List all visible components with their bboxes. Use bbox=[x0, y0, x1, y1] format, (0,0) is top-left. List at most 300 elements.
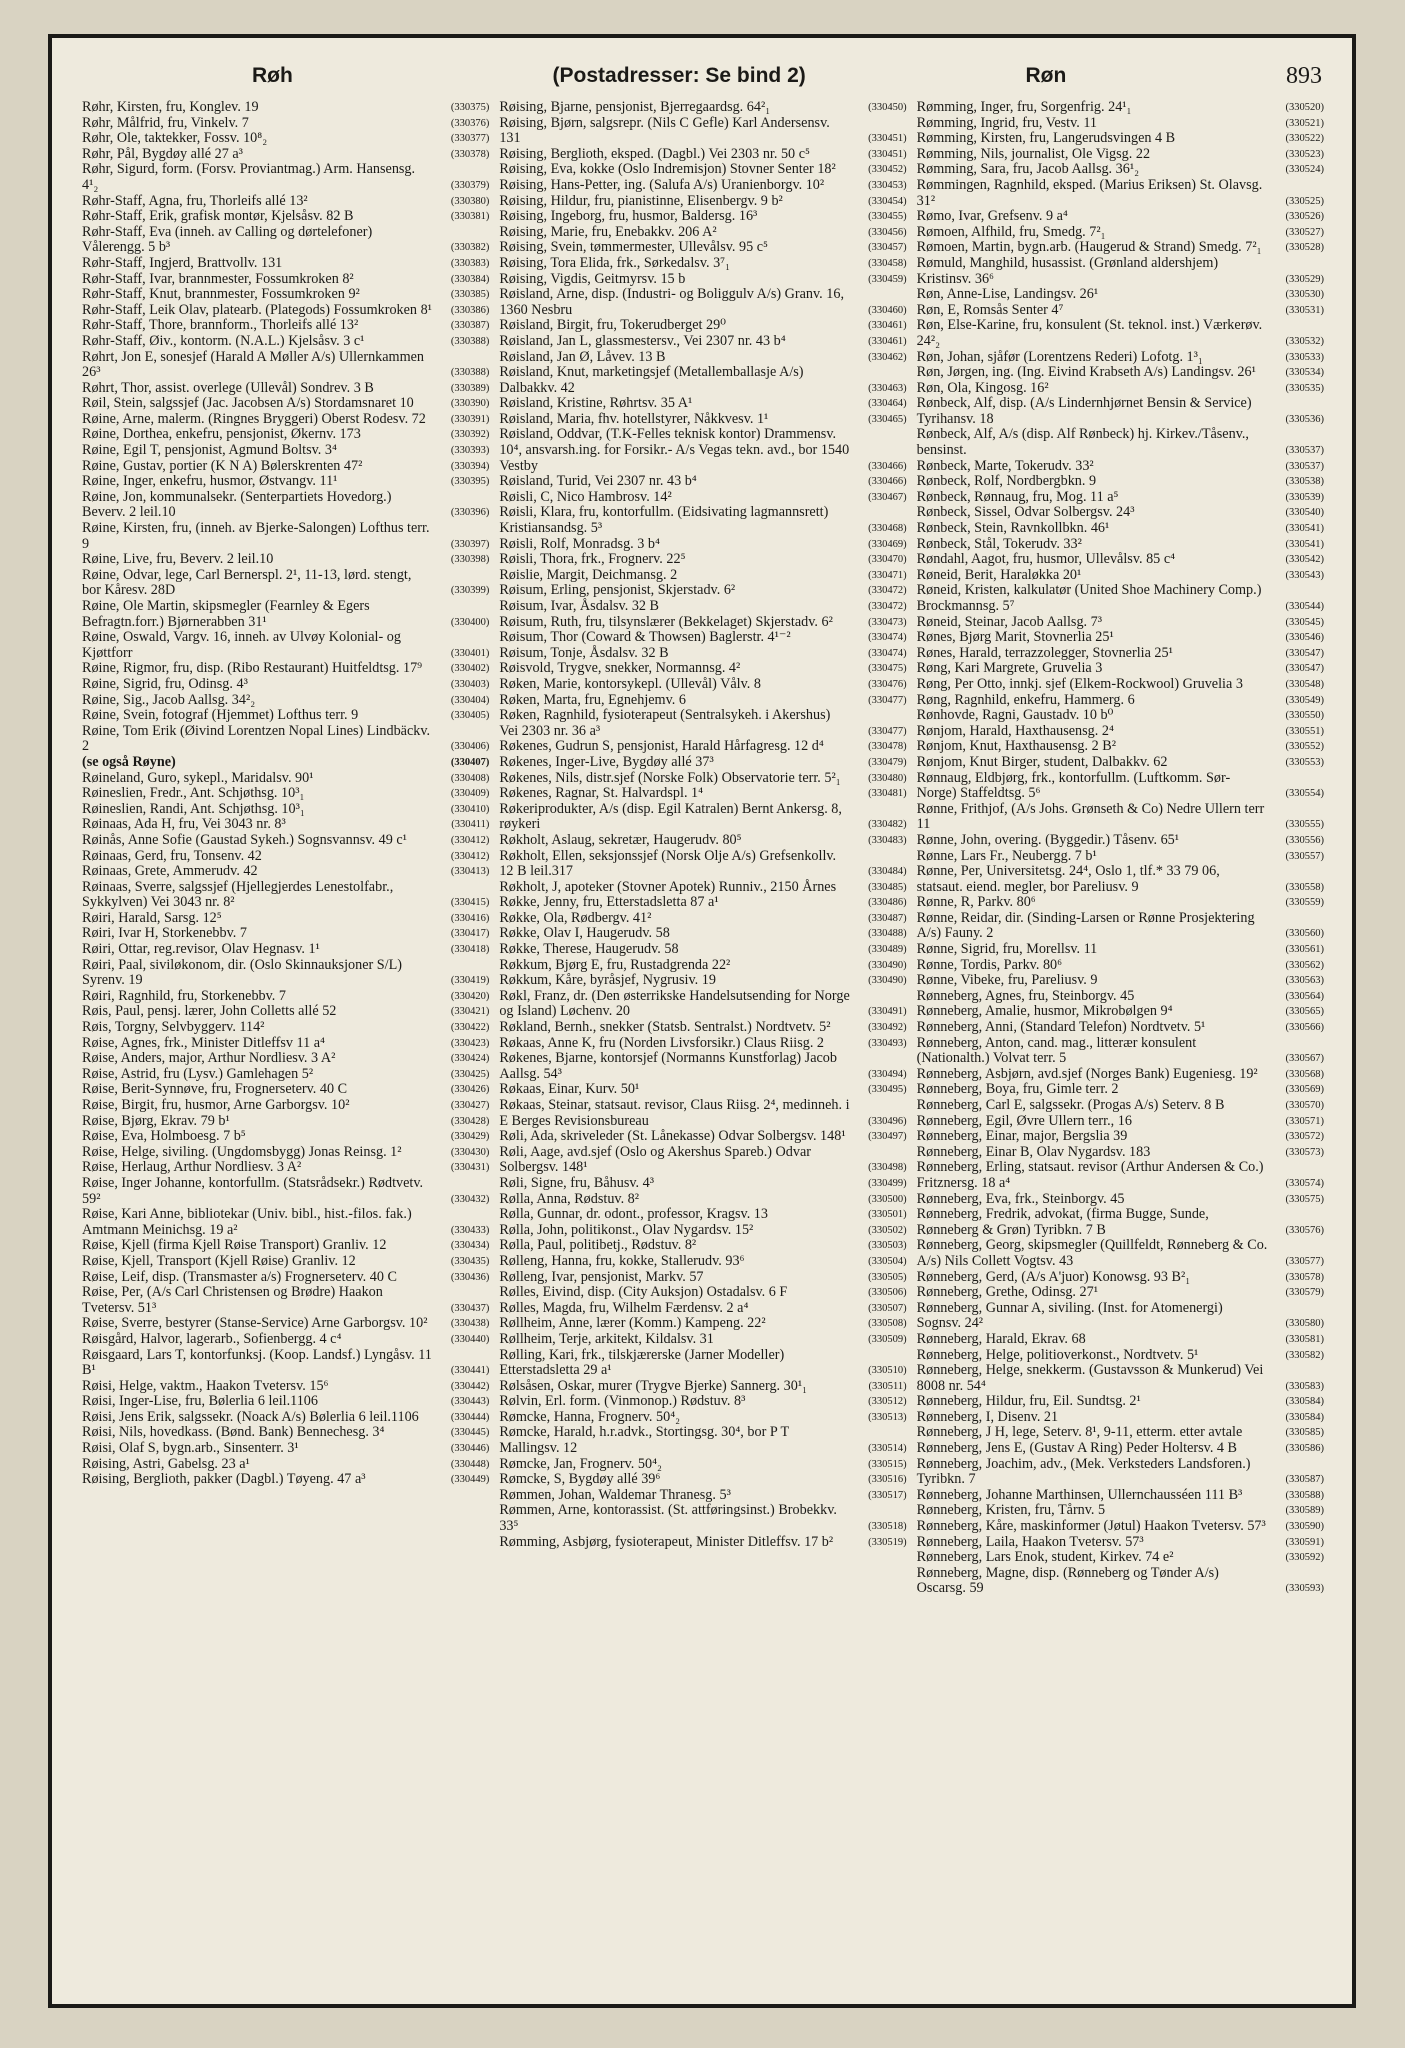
entry-number: (330461) bbox=[868, 335, 907, 347]
entry-number: (330584) bbox=[1285, 1411, 1324, 1423]
entry-text: Røisli, Thora, frk., Frognerv. 22⁵ bbox=[499, 551, 686, 568]
entry-number: (330513) bbox=[868, 1411, 907, 1423]
entry-text: Røine, Kirsten, fru, (inneh. av Bjerke-Salongen) Lofthus terr. 9 bbox=[82, 520, 430, 552]
entry-number: (330573) bbox=[1285, 1146, 1324, 1158]
directory-entry bbox=[499, 1082, 906, 1098]
directory-entry bbox=[499, 505, 906, 536]
entry-number: (330543) bbox=[1285, 569, 1324, 581]
entry-text: Røine, Egil T, pensjonist, Agmund Boltsv. 3⁴ bbox=[82, 442, 337, 459]
directory-entry bbox=[917, 537, 1324, 553]
entry-number: (330593) bbox=[1285, 1583, 1324, 1595]
entry-number: (330544) bbox=[1285, 601, 1324, 612]
entry-number: (330572) bbox=[1285, 1131, 1324, 1143]
entry-number: (330587) bbox=[1285, 1474, 1324, 1486]
directory-entry bbox=[82, 334, 489, 350]
entry-text: Rølles, Eivind, disp. (City Auksjon) Ostadalsv. 6 F bbox=[499, 1284, 788, 1301]
directory-entry bbox=[917, 1207, 1324, 1238]
entry-number: (330416) bbox=[450, 912, 490, 924]
directory-entry bbox=[917, 1270, 1324, 1286]
directory-entry bbox=[499, 1223, 906, 1239]
entry-text: Røisland, Birgit, fru, Tokerudberget 29⁰ bbox=[499, 317, 726, 334]
entry-text: Røine, Jon, kommunalsekr. (Senterpartiets Hovedorg.) Beverv. 2 leil.10 bbox=[82, 488, 392, 521]
directory-entry bbox=[82, 880, 489, 911]
entry-number: (330579) bbox=[1285, 1287, 1324, 1299]
directory-entry bbox=[82, 1238, 489, 1254]
entry-text: Røine, Sigrid, fru, Odinsg. 4³ bbox=[82, 675, 248, 692]
entry-number: (330450) bbox=[868, 102, 907, 113]
directory-entry bbox=[82, 1176, 489, 1207]
entry-number: (330415) bbox=[450, 897, 490, 909]
entry-text: Røise, Herlaug, Arthur Nordliesv. 3 A² bbox=[82, 1159, 302, 1176]
entry-number: (330528) bbox=[1285, 242, 1324, 254]
directory-entry bbox=[82, 459, 489, 475]
directory-entry bbox=[917, 661, 1324, 677]
entry-text: Rønbeck, Alf, A/s (disp. Alf Rønbeck) hj. Kirkev./Tåsenv., bensinst. bbox=[916, 426, 1249, 459]
directory-entry bbox=[917, 1457, 1324, 1488]
entry-text: Røhr-Staff, Erik, grafisk montør, Kjelsåsv. 82 B bbox=[82, 208, 354, 225]
directory-entry bbox=[499, 1238, 906, 1254]
entry-number: (330502) bbox=[868, 1224, 907, 1236]
entry-number: (330507) bbox=[868, 1302, 907, 1314]
entry-text: Røisli, Klara, fru, kontorfullm. (Eidsivating lagmannsrett) Kristiansandsg. 5³ bbox=[499, 504, 829, 537]
entry-text: Røising, Vigdis, Geitmyrsv. 15 b bbox=[499, 270, 686, 287]
entry-text: Røise, Astrid, fru (Lysv.) Gamlehagen 5² bbox=[82, 1065, 314, 1082]
directory-entry bbox=[82, 1145, 489, 1161]
directory-entry bbox=[917, 646, 1324, 662]
entry-text: Røis, Paul, pensj. lærer, John Colletts allé 52 bbox=[82, 1003, 337, 1020]
directory-entry bbox=[917, 474, 1324, 490]
directory-entry bbox=[82, 568, 489, 599]
entry-text: Røine, Live, fru, Beverv. 2 leil.10 bbox=[82, 551, 274, 568]
entry-number: (330522) bbox=[1285, 133, 1324, 145]
directory-entry bbox=[917, 1441, 1324, 1457]
directory-entry bbox=[917, 1082, 1324, 1098]
entry-number: (330585) bbox=[1285, 1427, 1324, 1439]
entry-number: (330420) bbox=[450, 990, 490, 1002]
directory-entry bbox=[499, 693, 906, 709]
directory-page bbox=[48, 34, 1356, 2008]
entry-text: (se også Røyne) bbox=[82, 753, 176, 770]
entry-number: (330469) bbox=[868, 538, 907, 550]
directory-entry bbox=[917, 225, 1324, 241]
directory-entry bbox=[82, 833, 489, 849]
entry-number: (330470) bbox=[868, 554, 907, 566]
entry-number: (330434) bbox=[450, 1240, 490, 1252]
entry-number: (330451) bbox=[868, 148, 907, 160]
directory-entry bbox=[82, 521, 489, 552]
entry-number: (330376) bbox=[450, 117, 490, 129]
directory-entry bbox=[917, 1410, 1324, 1426]
entry-text: Rømcke, Harald, h.r.advk., Stortingsg. 30⁴, bor P T Mallingsv. 12 bbox=[499, 1424, 789, 1457]
directory-entry bbox=[499, 1425, 906, 1456]
directory-entry bbox=[499, 537, 906, 553]
entry-text: Røng, Ragnhild, enkefru, Hammerg. 6 bbox=[916, 691, 1135, 708]
entry-number: (330403) bbox=[450, 678, 490, 690]
directory-entry bbox=[917, 615, 1324, 631]
directory-entry bbox=[917, 693, 1324, 709]
directory-entry bbox=[82, 1472, 489, 1488]
entry-number: (330530) bbox=[1285, 289, 1324, 301]
entry-text: Rønbeck, Rolf, Nordbergbkn. 9 bbox=[916, 473, 1097, 490]
entry-number: (330432) bbox=[450, 1193, 490, 1205]
directory-entry bbox=[917, 942, 1324, 958]
directory-entry bbox=[499, 1394, 906, 1410]
directory-entry bbox=[917, 1332, 1324, 1348]
directory-entry bbox=[917, 521, 1324, 537]
entry-text: Røli, Aage, avd.sjef (Oslo og Akershus Spareb.) Odvar Solbergsv. 148¹ bbox=[499, 1143, 812, 1176]
directory-entry bbox=[499, 1098, 906, 1129]
directory-entry bbox=[499, 849, 906, 880]
entry-text: Røneid, Kristen, kalkulatør (United Shoe Machinery Comp.) Brockmannsg. 5⁷ bbox=[916, 582, 1262, 614]
entry-text: Røng, Per Otto, innkj. sjef (Elkem-Rockwool) Gruvelia 3 bbox=[916, 675, 1243, 692]
directory-entry bbox=[917, 116, 1324, 132]
directory-entry bbox=[499, 474, 906, 490]
entry-text: Røising, Berglioth, eksped. (Dagbl.) Vei 2303 nr. 50 c⁵ bbox=[499, 145, 810, 162]
entry-text: Røisvold, Trygve, snekker, Normannsg. 4² bbox=[499, 660, 741, 677]
directory-entry bbox=[82, 318, 489, 334]
entry-number: (330383) bbox=[450, 257, 490, 269]
entry-number: (330410) bbox=[450, 803, 490, 815]
directory-entry bbox=[82, 1379, 489, 1395]
entry-text: Røisland, Turid, Vei 2307 nr. 43 b⁴ bbox=[499, 473, 697, 490]
entry-text: Røise, Berit-Synnøve, fru, Frognerseterv. 40 C bbox=[82, 1081, 348, 1098]
entry-number: (330466) bbox=[868, 476, 907, 488]
entry-number: (330484) bbox=[868, 866, 907, 878]
entry-text: Røhr-Staff, Ivar, brannmester, Fossumkroken 8² bbox=[82, 270, 354, 287]
directory-entry bbox=[82, 1441, 489, 1457]
entry-text: Røisi, Inger-Lise, fru, Bølerlia 6 leil.1106 bbox=[82, 1393, 318, 1410]
entry-number: (330509) bbox=[868, 1333, 907, 1345]
directory-entry bbox=[82, 427, 489, 443]
directory-entry bbox=[82, 194, 489, 210]
entry-text: Røising, Bjørn, salgsrepr. (Nils C Gefle) Karl Andersensv. 131 bbox=[499, 114, 830, 147]
entry-number: (330399) bbox=[450, 585, 490, 597]
entry-text: Rønneberg, Hildur, fru, Eil. Sundtsg. 2¹ bbox=[916, 1393, 1141, 1410]
entry-number: (330409) bbox=[450, 788, 490, 800]
entry-number: (330550) bbox=[1285, 710, 1324, 722]
entry-number: (330493) bbox=[868, 1037, 907, 1049]
entry-text: Røhr, Kirsten, fru, Konglev. 19 bbox=[82, 100, 259, 115]
directory-entry bbox=[82, 490, 489, 521]
entry-text: Røllheim, Terje, arkitekt, Kildalsv. 31 bbox=[499, 1330, 714, 1347]
entry-number: (330377) bbox=[450, 133, 490, 145]
entry-text: Rønbeck, Sissel, Odvar Solbergsv. 24³ bbox=[916, 504, 1135, 521]
entry-text: Rønne, Per, Universitetsg. 24⁴, Oslo 1, tlf.* 33 79 06, statsaut. eiend. megler, bor Pareliusv. 9 bbox=[916, 863, 1220, 895]
directory-entry bbox=[82, 1082, 489, 1098]
entry-number: (330588) bbox=[1285, 1489, 1324, 1501]
entry-number: (330581) bbox=[1285, 1333, 1324, 1345]
entry-text: Røn, Anne-Lise, Landingsv. 26¹ bbox=[916, 286, 1099, 303]
entry-number: (330558) bbox=[1285, 881, 1324, 893]
directory-entry bbox=[917, 1160, 1324, 1191]
entry-text: Røise, Eva, Holmboesg. 7 b⁵ bbox=[82, 1128, 246, 1145]
entry-number: (330547) bbox=[1285, 647, 1324, 659]
entry-text: Røkaas, Anne K, fru (Norden Livsforsikr.) Claus Riisg. 2 bbox=[499, 1034, 825, 1051]
entry-text: Røisland, Kristine, Røhrtsv. 35 A¹ bbox=[499, 395, 693, 412]
entry-text: Røine, Svein, fotograf (Hjemmet) Lofthus terr. 9 bbox=[82, 707, 359, 724]
directory-entry bbox=[499, 1348, 906, 1379]
entry-number: (330482) bbox=[868, 819, 907, 831]
directory-entry bbox=[499, 1254, 906, 1270]
entry-text: Røisum, Erling, pensjonist, Skjerstadv. 6² bbox=[499, 582, 736, 599]
entry-text: Rølla, Paul, politibetj., Rødstuv. 8² bbox=[499, 1237, 697, 1254]
entry-number: (330489) bbox=[868, 944, 907, 956]
entry-text: Rønjom, Harald, Haxthausensg. 2⁴ bbox=[916, 722, 1114, 739]
entry-number: (330437) bbox=[450, 1302, 490, 1314]
entry-number: (330441) bbox=[450, 1365, 490, 1377]
directory-entry bbox=[499, 490, 906, 506]
entry-number: (330445) bbox=[450, 1427, 490, 1439]
entry-number: (330514) bbox=[868, 1443, 907, 1455]
entry-number: (330379) bbox=[450, 179, 490, 191]
entry-number: (330433) bbox=[450, 1224, 490, 1236]
entry-number: (330458) bbox=[868, 257, 907, 269]
directory-entry bbox=[499, 287, 906, 318]
entry-number: (330485) bbox=[868, 881, 907, 893]
entry-number: (330436) bbox=[450, 1271, 490, 1283]
entry-text: Røise, Inger Johanne, kontorfullm. (Statsrådsekr.) Rødtvetv. 59² bbox=[82, 1174, 424, 1207]
entry-text: Rønneberg, Georg, skipsmegler (Quillfeldt, Rønneberg & Co. A/s) Nils Collett Vogtsv. 43 bbox=[916, 1237, 1268, 1269]
directory-entry bbox=[499, 162, 906, 178]
directory-entry bbox=[917, 1363, 1324, 1394]
entry-number: (330564) bbox=[1285, 990, 1324, 1002]
entry-number: (330454) bbox=[868, 195, 907, 207]
directory-entry bbox=[499, 973, 906, 989]
entry-text: Røise, Anders, major, Arthur Nordliesv. 3 A² bbox=[82, 1050, 336, 1067]
directory-entry bbox=[499, 225, 906, 241]
directory-entry bbox=[82, 209, 489, 225]
directory-entry bbox=[499, 240, 906, 256]
entry-number: (330481) bbox=[868, 788, 907, 800]
entry-number: (330375) bbox=[450, 102, 490, 113]
entry-text: Røisum, Ruth, fru, tilsynslærer (Bekkelaget) Skjerstadv. 6² bbox=[499, 613, 833, 630]
entry-number: (330456) bbox=[868, 226, 907, 238]
entry-text: Røn, Ola, Kingosg. 16² bbox=[916, 379, 1049, 396]
entry-text: Røhr, Sigurd, form. (Forsv. Proviantmag.) Arm. Hansensg. 4¹₂ bbox=[82, 161, 416, 193]
directory-entry bbox=[499, 786, 906, 802]
directory-entry bbox=[82, 1129, 489, 1145]
entry-text: Røislie, Margit, Deichmansg. 2 bbox=[499, 566, 678, 583]
entry-number: (330533) bbox=[1285, 351, 1324, 363]
entry-text: Røisi, Olaf S, bygn.arb., Sinsenterr. 3¹ bbox=[82, 1440, 299, 1457]
entry-number: (330500) bbox=[868, 1193, 907, 1205]
entry-number: (330480) bbox=[868, 772, 907, 784]
entry-number: (330499) bbox=[868, 1177, 907, 1189]
entry-text: Røli, Ada, skriveleder (St. Lånekasse) Odvar Solbergsv. 148¹ bbox=[499, 1128, 846, 1145]
entry-text: Røineland, Guro, sykepl., Maridalsv. 90¹ bbox=[82, 769, 314, 786]
entry-text: Rønneberg, Gerd, (A/s A'juor) Konowsg. 93 B²₁ bbox=[916, 1268, 1191, 1285]
entry-number: (330444) bbox=[450, 1411, 490, 1423]
entry-number: (330548) bbox=[1285, 678, 1324, 690]
entry-text: Røneid, Steinar, Jacob Aallsg. 7³ bbox=[916, 613, 1102, 630]
header-center-note: (Postadresser: Se bind 2) bbox=[552, 64, 806, 87]
directory-entry bbox=[917, 1020, 1324, 1036]
entry-text: Røkholt, Aslaug, sekretær, Haugerudv. 80⁵ bbox=[499, 831, 742, 848]
entry-text: Rømmen, Arne, kontorassist. (St. attføringsinst.) Brobekkv. 33⁵ bbox=[499, 1502, 837, 1535]
entry-number: (330570) bbox=[1285, 1100, 1324, 1111]
directory-entry bbox=[917, 1301, 1324, 1332]
entry-text: Rønneberg, Anni, (Standard Telefon) Nordtvetv. 5¹ bbox=[916, 1019, 1206, 1036]
entry-text: Røisi, Nils, hovedkass. (Bønd. Bank) Bennechesg. 3⁴ bbox=[82, 1424, 385, 1441]
entry-text: Rømoen, Martin, bygn.arb. (Haugerud & Strand) Smedg. 7²₁ bbox=[916, 239, 1262, 256]
entry-number: (330501) bbox=[868, 1209, 907, 1221]
entry-text: Røisi, Helge, vaktm., Haakon Tvetersv. 15⁶ bbox=[82, 1377, 329, 1394]
entry-text: Rølsåsen, Oskar, murer (Trygve Bjerke) Sannerg. 30¹₁ bbox=[499, 1377, 808, 1394]
entry-text: Røkke, Jenny, fru, Etterstadsletta 87 a¹ bbox=[499, 894, 719, 911]
entry-text: Rølleng, Hanna, fru, kokke, Stallerudv. 93⁶ bbox=[499, 1252, 745, 1269]
directory-entry bbox=[917, 1566, 1324, 1597]
entry-text: Røn, E, Romsås Senter 4⁷ bbox=[916, 301, 1064, 318]
entry-number: (330491) bbox=[868, 1006, 907, 1018]
entry-number: (330524) bbox=[1285, 164, 1324, 176]
entry-text: Røiri, Paal, siviløkonom, dir. (Oslo Skinnauksjoner S/L) Syrenv. 19 bbox=[82, 956, 403, 989]
entry-text: Rønneberg, Einar B, Olav Nygardsv. 183 bbox=[916, 1143, 1151, 1160]
directory-entry bbox=[917, 989, 1324, 1005]
entry-text: Røine, Sig., Jacob Aallsg. 34²₂ bbox=[82, 691, 256, 708]
entry-text: Røine, Tom Erik (Øivind Lorentzen Nopal Lines) Lindbäckv. 2 bbox=[82, 722, 431, 755]
directory-entry bbox=[917, 1519, 1324, 1535]
directory-entry bbox=[499, 771, 906, 787]
entry-number: (330419) bbox=[450, 975, 490, 987]
entry-text: Røise, Kjell (firma Kjell Røise Transport) Granliv. 12 bbox=[82, 1237, 387, 1254]
entry-text: Rømcke, Hanna, Frognerv. 50⁴₂ bbox=[499, 1408, 681, 1425]
entry-number: (330525) bbox=[1285, 195, 1324, 207]
directory-entry bbox=[499, 568, 906, 584]
entry-number: (330381) bbox=[450, 211, 490, 223]
entry-text: Røisli, C, Nico Hambrosv. 14² bbox=[499, 488, 672, 505]
entry-number: (330494) bbox=[868, 1068, 907, 1080]
directory-entry bbox=[82, 381, 489, 397]
directory-entry bbox=[917, 1129, 1324, 1145]
entry-text: Røhr-Staff, Agna, fru, Thorleifs allé 13² bbox=[82, 192, 308, 209]
entry-text: Rønneberg, Helge, snekkerm. (Gustavsson & Munkerud) Vei 8008 nr. 54⁴ bbox=[916, 1362, 1264, 1394]
entry-text: Røise, Kari Anne, bibliotekar (Univ. bibl., hist.-filos. fak.) Amtmann Meinichsg. 19 a² bbox=[82, 1206, 412, 1238]
entry-number: (330535) bbox=[1285, 382, 1324, 394]
entry-number: (330539) bbox=[1285, 491, 1324, 503]
entry-number: (330455) bbox=[868, 211, 907, 223]
directory-entry bbox=[917, 209, 1324, 225]
directory-entry bbox=[499, 708, 906, 739]
entry-text: Røkkum, Bjørg E, fru, Rustadgrenda 22² bbox=[499, 956, 731, 973]
entry-number: (330516) bbox=[868, 1474, 907, 1486]
entry-columns bbox=[82, 100, 1330, 1988]
entry-text: Rønneberg, Laila, Haakon Tvetersv. 57³ bbox=[916, 1533, 1144, 1550]
directory-entry bbox=[499, 1145, 906, 1176]
directory-entry bbox=[82, 864, 489, 880]
directory-entry bbox=[917, 755, 1324, 771]
directory-entry bbox=[917, 303, 1324, 319]
directory-entry bbox=[499, 272, 906, 288]
directory-entry bbox=[499, 396, 906, 412]
entry-text: Røhr-Staff, Ingjerd, Brattvollv. 131 bbox=[82, 254, 283, 271]
directory-entry bbox=[917, 1535, 1324, 1551]
entry-text: Rønneberg, Einar, major, Bergslia 39 bbox=[916, 1128, 1128, 1145]
entry-number: (330496) bbox=[868, 1115, 907, 1127]
directory-entry bbox=[82, 1114, 489, 1130]
directory-entry bbox=[82, 1067, 489, 1083]
entry-number: (330541) bbox=[1285, 538, 1324, 550]
directory-entry bbox=[499, 1332, 906, 1348]
entry-text: Røkaas, Steinar, statsaut. revisor, Claus Riisg. 2⁴, medinneh. i E Berges Revisionsbureau bbox=[499, 1097, 850, 1129]
directory-entry bbox=[82, 396, 489, 412]
directory-entry bbox=[82, 1425, 489, 1441]
directory-entry bbox=[917, 630, 1324, 646]
directory-entry bbox=[499, 365, 906, 396]
directory-entry bbox=[82, 989, 489, 1005]
entry-number: (330551) bbox=[1285, 725, 1324, 737]
entry-number: (330559) bbox=[1285, 897, 1324, 909]
directory-entry bbox=[82, 817, 489, 833]
entry-text: Røisli, Rolf, Monradsg. 3 b⁴ bbox=[499, 535, 660, 552]
entry-text: Røndahl, Aagot, fru, husmor, Ullevålsv. 85 c⁴ bbox=[916, 551, 1176, 568]
entry-text: Røising, Eva, kokke (Oslo Indremisjon) Stovner Senter 18² bbox=[499, 161, 836, 178]
directory-entry bbox=[82, 256, 489, 272]
entry-number: (330505) bbox=[868, 1271, 907, 1283]
directory-entry bbox=[499, 583, 906, 599]
entry-text: Rønneberg, Kristen, fru, Tårnv. 5 bbox=[916, 1502, 1106, 1519]
column-3 bbox=[913, 100, 1330, 1988]
entry-text: Rønbeck, Marte, Tokerudv. 33² bbox=[916, 457, 1094, 474]
directory-entry bbox=[499, 739, 906, 755]
entry-text: Røine, Inger, enkefru, husmor, Østvangv. 11¹ bbox=[82, 473, 338, 490]
directory-entry bbox=[499, 1129, 906, 1145]
entry-text: Røiri, Harald, Sarsg. 12⁵ bbox=[82, 909, 222, 926]
entry-text: Rønne, Tordis, Parkv. 80⁶ bbox=[916, 956, 1063, 973]
entry-text: Røisland, Arne, disp. (Industri- og Boliggulv A/s) Granv. 16, 1360 Nesbru bbox=[499, 286, 845, 318]
directory-entry bbox=[82, 771, 489, 787]
entry-text: Røinaas, Sverre, salgssjef (Hjellegjerdes Lenestolfabr., Sykkylven) Vei 3043 nr. 8² bbox=[82, 878, 394, 911]
directory-entry bbox=[917, 677, 1324, 693]
directory-entry bbox=[499, 318, 906, 334]
entry-number: (330519) bbox=[868, 1536, 907, 1548]
entry-number: (330402) bbox=[450, 663, 490, 675]
entry-number: (330417) bbox=[450, 928, 490, 940]
entry-text: Rønne, Vibeke, fru, Pareliusv. 9 bbox=[916, 972, 1098, 989]
entry-text: Rønneberg, Egil, Øvre Ullern terr., 16 bbox=[916, 1112, 1132, 1129]
directory-entry bbox=[917, 802, 1324, 833]
entry-text: Rønne, Sigrid, fru, Morellsv. 11 bbox=[916, 941, 1098, 958]
entry-number: (330389) bbox=[450, 382, 490, 394]
entry-number: (330467) bbox=[868, 491, 907, 503]
directory-entry bbox=[82, 1004, 489, 1020]
entry-text: Røising, Berglioth, pakker (Dagbl.) Tøyeng. 47 a³ bbox=[82, 1471, 366, 1488]
directory-entry bbox=[917, 552, 1324, 568]
directory-entry bbox=[82, 599, 489, 630]
entry-text: Røkke, Olav I, Haugerudv. 58 bbox=[499, 925, 670, 942]
entry-number: (330479) bbox=[868, 756, 907, 768]
entry-text: Rønes, Harald, terrazzolegger, Stovnerlia 25¹ bbox=[916, 644, 1173, 661]
entry-number: (330523) bbox=[1285, 148, 1324, 160]
entry-number: (330423) bbox=[450, 1037, 490, 1049]
entry-number: (330520) bbox=[1285, 102, 1324, 113]
page-header bbox=[82, 56, 1322, 96]
entry-text: Røil, Stein, salgssjef (Jac. Jacobsen A/s) Stordamsnaret 10 bbox=[82, 395, 414, 412]
directory-entry bbox=[917, 100, 1324, 116]
entry-number: (330425) bbox=[450, 1068, 490, 1080]
entry-number: (330565) bbox=[1285, 1006, 1324, 1018]
entry-number: (330569) bbox=[1285, 1084, 1324, 1096]
entry-text: Rønneberg, Gunnar A, siviling. (Inst. for Atomenergi) Sognsv. 24² bbox=[916, 1299, 1223, 1332]
entry-number: (330384) bbox=[450, 273, 490, 285]
entry-number: (330538) bbox=[1285, 476, 1324, 488]
entry-number: (330422) bbox=[450, 1022, 490, 1034]
directory-entry bbox=[917, 1036, 1324, 1067]
entry-number: (330397) bbox=[450, 538, 490, 550]
entry-text: Røn, Jørgen, ing. (Ing. Eivind Krabseth A/s) Landingsv. 26¹ bbox=[916, 364, 1256, 381]
entry-text: Røisland, Maria, fhv. hotellstyrer, Nåkkvesv. 1¹ bbox=[499, 410, 769, 427]
entry-text: Rønneberg, Joachim, adv., (Mek. Verksteders Landsforen.) Tyribkn. 7 bbox=[916, 1455, 1251, 1488]
directory-entry bbox=[82, 162, 489, 193]
